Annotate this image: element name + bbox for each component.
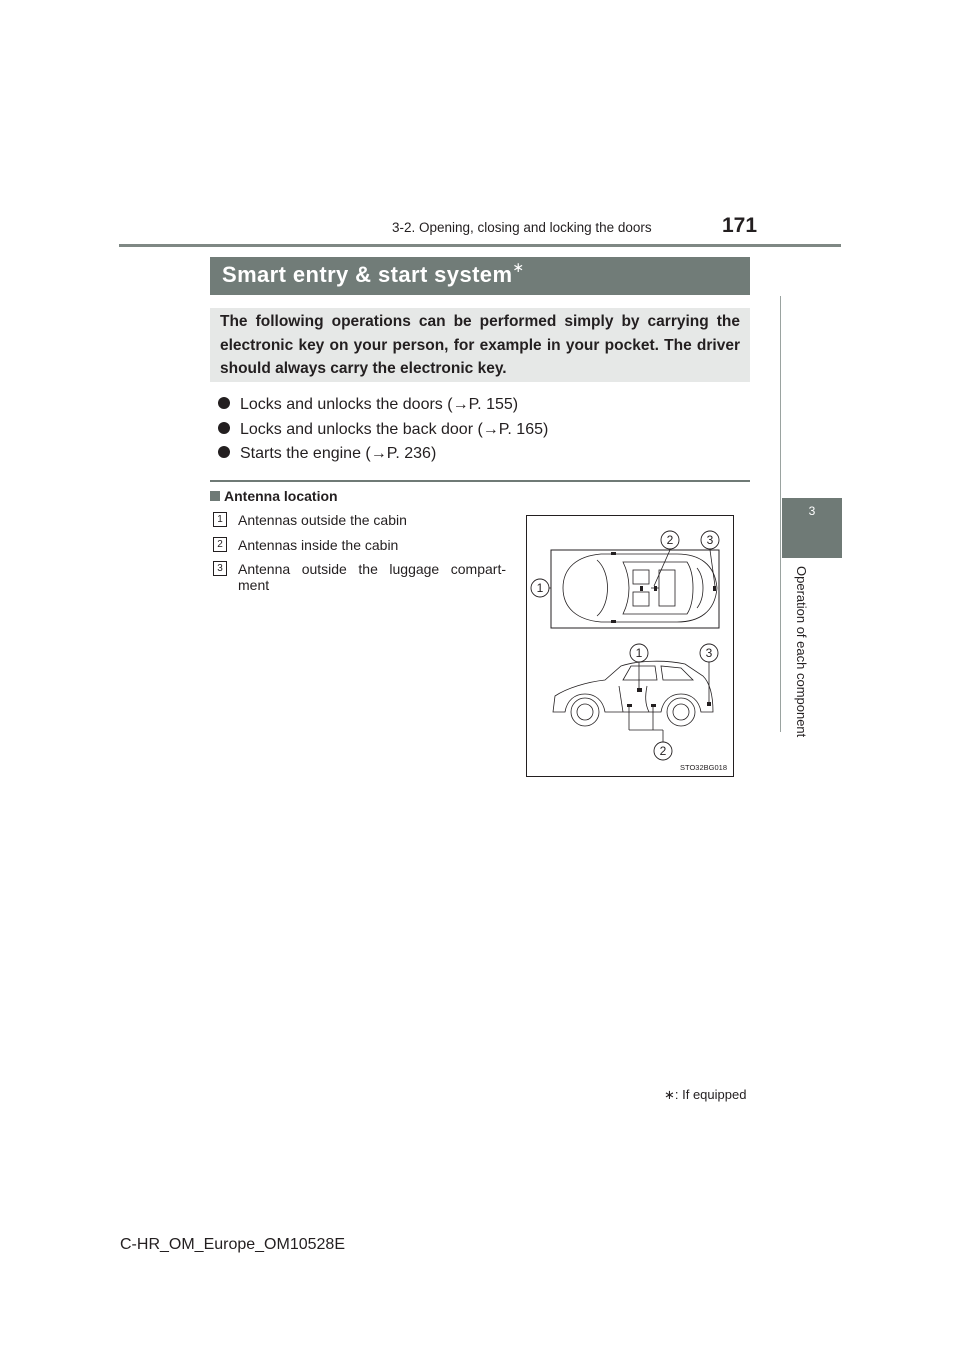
bullet-item — [218, 421, 548, 439]
bullet-text[interactable]: Locks and unlocks the doors (→P. 155) — [240, 396, 519, 413]
figure-code: STO32BG018 — [680, 763, 727, 772]
legend-item-text: Antenna outside the luggage compart- ment — [238, 561, 506, 593]
page-number: 171 — [722, 214, 758, 237]
side-tab-rule — [780, 296, 781, 732]
callout-label: 3 — [705, 646, 713, 660]
chapter-tab-label: Operation of each component — [794, 566, 809, 738]
vehicle-diagram — [527, 516, 733, 776]
legend-item-text: Antennas inside the cabin — [238, 537, 399, 553]
callout-number-2: 2 — [213, 537, 227, 552]
footnote: ∗: If equipped — [664, 1087, 747, 1102]
equipped-marker: ∗ — [512, 259, 525, 275]
bullet-item — [218, 445, 436, 463]
header-rule — [119, 244, 841, 247]
bullet-text[interactable]: Locks and unlocks the back door (→P. 165) — [240, 421, 549, 438]
callout-label: 3 — [706, 533, 714, 547]
antenna-marks-top — [611, 552, 716, 623]
page-title-text: Smart entry & start system — [222, 262, 513, 287]
callout-circles — [531, 531, 719, 760]
callout-number-3: 3 — [213, 561, 227, 576]
callout-label: 1 — [536, 581, 544, 595]
antenna-location-figure — [526, 515, 734, 777]
section-title: 3-2. Opening, closing and locking the doors — [392, 220, 652, 235]
subsection-heading-text: Antenna location — [224, 488, 338, 504]
page-title — [222, 259, 525, 288]
chapter-tab-number: 3 — [808, 504, 816, 518]
bullet-dot-icon — [218, 422, 230, 434]
document-code: C-HR_OM_Europe_OM10528E — [120, 1236, 345, 1253]
callout-label: 2 — [666, 533, 674, 547]
callout-label: 2 — [659, 744, 667, 758]
bullet-dot-icon — [218, 446, 230, 458]
callout-label: 1 — [635, 646, 643, 660]
intro-text: The following operations can be performed simply by carrying the electronic key on your person, for example in your pocket. The driver should always carry the electronic key. — [220, 313, 740, 377]
legend-item-text: Antennas outside the cabin — [238, 512, 407, 528]
callout-number-1: 1 — [213, 512, 227, 527]
section-divider — [210, 480, 750, 482]
bullet-item — [218, 396, 518, 414]
bullet-text[interactable]: Starts the engine (→P. 236) — [240, 445, 437, 462]
bullet-dot-icon — [218, 397, 230, 409]
car-side-view — [553, 661, 713, 726]
square-bullet-icon — [210, 491, 220, 501]
subsection-heading — [210, 488, 338, 504]
